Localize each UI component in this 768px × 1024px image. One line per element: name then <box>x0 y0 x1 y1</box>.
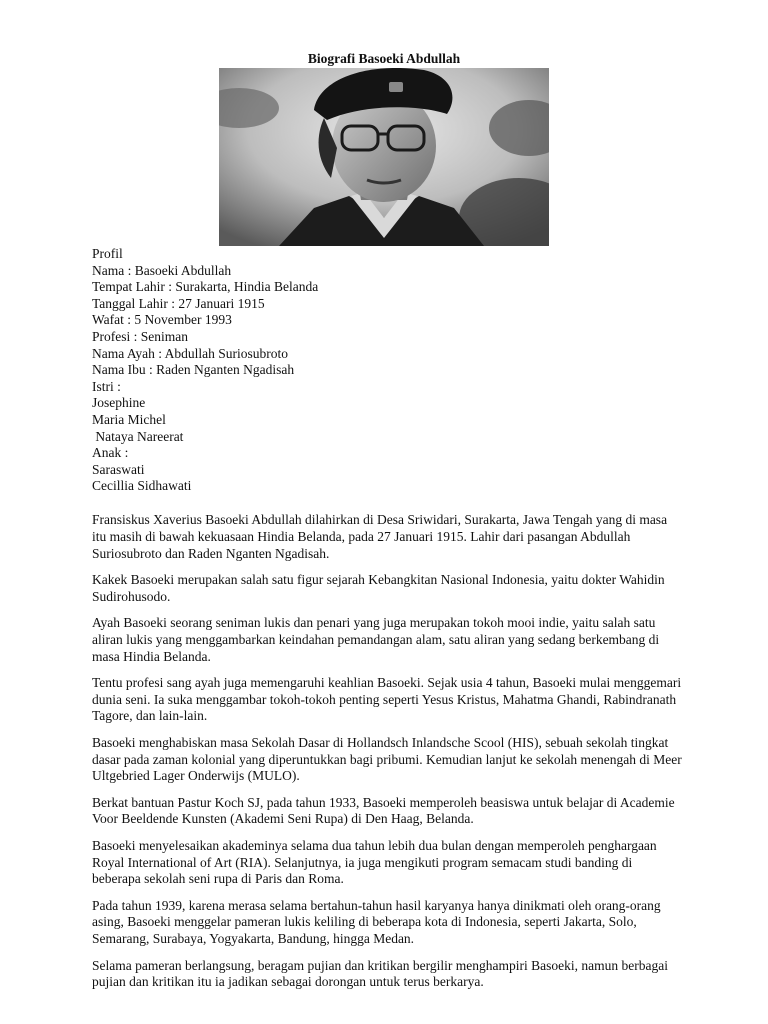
profile-anak-item: Saraswati <box>92 461 145 477</box>
profile-istri-item: Maria Michel <box>92 411 166 427</box>
paragraph: Basoeki menyelesaikan akademinya selama dua tahun lebih dua bulan dengan memperoleh penghargaan Royal International of Art (RIA). Selanjutnya, ia juga mengikuti program semacam studi banding di beberapa sekolah seni rupa di Paris dan Roma. <box>92 837 657 887</box>
profile-anak-label: Anak : <box>92 445 129 461</box>
profile-tanggal-lahir: Tanggal Lahir : 27 Januari 1915 <box>92 295 265 311</box>
profile-istri-item: Nataya Nareerat <box>92 428 184 444</box>
paragraph: Berkat bantuan Pastur Koch SJ, pada tahun 1933, Basoeki memperoleh beasiswa untuk belajar di Academie Voor Beeldende Kunsten (Akademi Seni Rupa) di Den Haag, Belanda. <box>92 794 675 827</box>
paragraph: Selama pameran berlangsung, beragam pujian dan kritikan bergilir menghampiri Basoeki, namun berbagai pujian dan kritikan itu ia jadikan sebagai dorongan untuk terus berkarya. <box>92 957 668 990</box>
profile-nama: Nama : Basoeki Abdullah <box>92 262 232 278</box>
biography-body <box>92 512 682 1001</box>
paragraph: Kakek Basoeki merupakan salah satu figur sejarah Kebangkitan Nasional Indonesia, yaitu dokter Wahidin Sudirohusodo. <box>92 571 665 604</box>
profile-wafat: Wafat : 5 November 1993 <box>92 312 232 328</box>
paragraph: Fransiskus Xaverius Basoeki Abdullah dilahirkan di Desa Sriwidari, Surakarta, Jawa Tengah yang di masa itu masih di bawah kekuasaan Hindia Belanda, pada 27 Januari 1915. Lahir dari pasangan Abdullah Suriosubroto dan Raden Nganten Ngadisah. <box>92 512 668 561</box>
document-title: Biografi Basoeki Abdullah <box>307 51 461 66</box>
portrait-photo <box>219 68 549 246</box>
paragraph: Pada tahun 1939, karena merasa selama bertahun-tahun hasil karyanya hanya dinikmati oleh orang-orang asing, Basoeki menggelar pameran lukis keliling di beberapa kota di Indonesia, seperti Jakarta, Solo, Semarang, Surabaya, Yogyakarta, Bandung, hingga Medan. <box>92 897 661 947</box>
profile-istri-item: Josephine <box>92 395 146 411</box>
paragraph: Ayah Basoeki seorang seniman lukis dan penari yang juga merupakan tokoh mooi indie, yaitu salah satu aliran lukis yang menggambarkan keindahan pemandangan alam, satu aliran yang sedang berkembang di masa Hindia Belanda. <box>92 614 660 664</box>
paragraph: Basoeki menghabiskan masa Sekolah Dasar di Hollandsch Inlandsche Scool (HIS), sebuah sekolah tingkat dasar pada zaman kolonial yang diperuntukkan bagi pribumi. Kemudian lanjut ke sekolah menengah di Meer Ultgebried Lager Onderwijs (MULO). <box>92 734 682 784</box>
profile-tempat-lahir: Tempat Lahir : Surakarta, Hindia Belanda <box>92 279 319 295</box>
profile-heading: Profil <box>92 246 123 261</box>
profile-nama-ayah: Nama Ayah : Abdullah Suriosubroto <box>92 345 288 361</box>
profile-anak-item: Cecillia Sidhawati <box>92 478 192 494</box>
paragraph: Tentu profesi sang ayah juga memengaruhi keahlian Basoeki. Sejak usia 4 tahun, Basoeki mulai menggemari dunia seni. Ia suka menggambar tokoh-tokoh penting seperti Yesus Kristus, Mahatma Ghandi, Rabindranath Tagore, dan lain-lain. <box>92 674 682 724</box>
profile-nama-ibu: Nama Ibu : Raden Nganten Ngadisah <box>92 362 295 378</box>
profile-profesi: Profesi : Seniman <box>92 328 188 344</box>
profile-section <box>92 246 318 495</box>
profile-istri-label: Istri : <box>92 378 121 394</box>
